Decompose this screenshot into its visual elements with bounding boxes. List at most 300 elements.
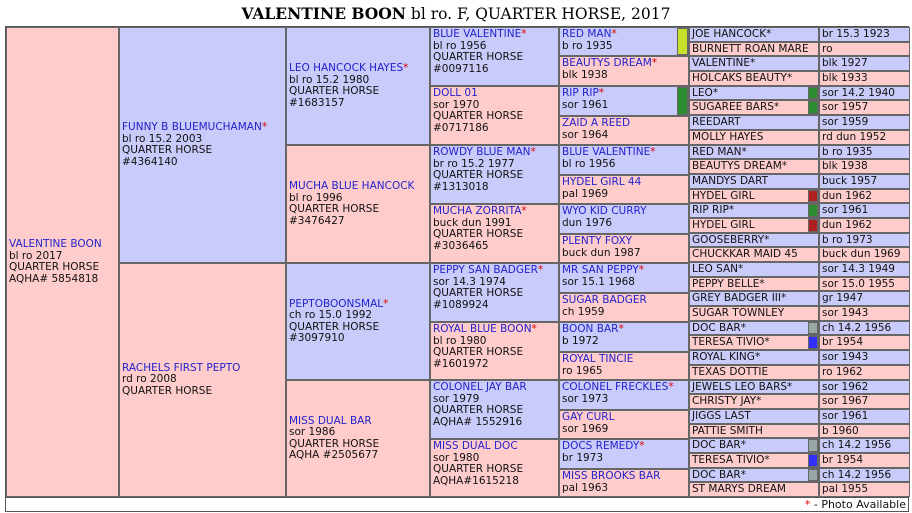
horse-detail: #1683157 <box>289 96 345 109</box>
pedigree-cell <box>689 247 819 262</box>
horse-name[interactable]: COLONEL FRECKLES <box>562 381 669 393</box>
horse-name[interactable]: RIP RIP <box>692 204 729 216</box>
horse-name[interactable]: FUNNY B BLUEMUCHAMAN <box>122 121 262 133</box>
horse-link[interactable] <box>562 324 686 336</box>
horse-name[interactable]: COLONEL JAY BAR <box>433 381 527 393</box>
horse-link[interactable] <box>122 122 267 134</box>
photo-legend-text: - Photo Available <box>810 498 906 511</box>
horse-link[interactable] <box>692 146 747 158</box>
horse-detail: sor 1969 <box>562 422 609 435</box>
horse-name[interactable]: MR SAN PEPPY <box>562 264 639 276</box>
horse-name[interactable]: MISS DUAL BAR <box>289 414 372 427</box>
horse-name[interactable]: PLENTY FOXY <box>562 235 633 247</box>
pedigree-cell-detail <box>819 115 910 130</box>
horse-link[interactable] <box>692 483 786 495</box>
horse-name[interactable]: LEO <box>692 87 713 99</box>
horse-detail: sor 1986 <box>289 426 336 438</box>
pedigree-cell <box>559 86 689 116</box>
horse-link[interactable] <box>562 441 686 453</box>
pedigree-cell-detail <box>819 277 910 291</box>
horse-name[interactable]: SUGAR BADGER <box>562 294 647 306</box>
photo-legend <box>805 498 906 511</box>
photo-star-icon: * <box>598 87 605 99</box>
horse-name[interactable]: GREY BADGER III <box>692 292 781 304</box>
horse-name[interactable]: BLUE VALENTINE <box>562 146 651 158</box>
horse-link[interactable] <box>433 382 556 394</box>
horse-name[interactable]: MANDYS DART <box>692 175 769 187</box>
photo-star-icon: * <box>740 469 746 481</box>
horse-detail: QUARTER HORSE <box>433 346 524 358</box>
horse-name[interactable]: DOC BAR <box>692 469 741 481</box>
horse-detail: #1601972 <box>433 357 489 370</box>
horse-link[interactable] <box>433 324 556 336</box>
horse-link[interactable] <box>433 441 556 453</box>
horse-name[interactable]: MOLLY HAYES <box>692 131 764 143</box>
horse-name[interactable]: DOC BAR <box>692 322 741 334</box>
photo-star-icon: * <box>750 57 756 69</box>
pedigree-cell <box>430 27 559 86</box>
horse-name[interactable]: MUCHA BLUE HANCOCK <box>289 180 415 192</box>
horse-detail: buck dun 1987 <box>562 246 641 259</box>
horse-detail: blk 1927 <box>822 57 868 69</box>
pedigree-cell <box>430 439 559 497</box>
photo-star-icon: * <box>781 160 788 172</box>
horse-detail: bl ro 15.2 2003 <box>122 132 203 145</box>
horse-name[interactable]: RED MAN <box>692 146 742 158</box>
horse-detail: br 15.3 1923 <box>822 28 890 40</box>
cell-content <box>122 363 240 398</box>
pedigree-cell <box>689 27 819 42</box>
horse-link[interactable] <box>692 366 768 378</box>
horse-name[interactable]: TERESA TIVIO <box>692 454 765 466</box>
color-marker <box>808 322 818 334</box>
horse-name[interactable]: JEWELS LEO BARS <box>692 381 788 393</box>
horse-name[interactable]: BEAUTYS DREAM <box>692 160 782 172</box>
horse-link[interactable] <box>692 336 770 348</box>
pedigree-cell <box>689 130 819 145</box>
pedigree-cell-detail <box>819 71 910 86</box>
horse-detail: #0717186 <box>433 121 489 134</box>
horse-detail: br 1954 <box>822 336 864 348</box>
horse-link[interactable] <box>692 234 769 246</box>
horse-link[interactable] <box>692 410 751 422</box>
pedigree-cell <box>689 468 819 482</box>
horse-name[interactable]: PEPTOBOONSMAL <box>289 297 384 310</box>
horse-detail: sor 15.0 1955 <box>822 278 895 290</box>
horse-detail: sor 1973 <box>562 392 609 405</box>
horse-name[interactable]: ROYAL KING <box>692 351 755 363</box>
horse-name[interactable]: ROYAL BLUE BOON <box>433 323 532 335</box>
horse-detail: pal 1955 <box>822 483 869 495</box>
pedigree-cell-detail <box>819 86 910 100</box>
horse-detail: sor 15.1 1968 <box>562 275 635 288</box>
horse-link[interactable] <box>289 181 414 193</box>
photo-star-icon: * <box>383 297 389 310</box>
horse-name[interactable]: ST MARYS DREAM <box>692 483 786 495</box>
horse-detail: sor 1961 <box>822 204 869 216</box>
horse-detail: ch 14.2 1956 <box>822 439 892 451</box>
horse-name[interactable]: ROYAL TINCIE <box>562 353 634 365</box>
horse-name[interactable]: HYDEL GIRL 44 <box>562 176 642 188</box>
pedigree-cell <box>689 71 819 86</box>
pedigree-cell-detail <box>819 203 910 218</box>
horse-link[interactable] <box>562 236 686 248</box>
horse-link[interactable] <box>692 248 798 260</box>
pedigree-cell <box>430 263 559 322</box>
horse-link[interactable] <box>692 381 792 393</box>
horse-detail: QUARTER HORSE <box>433 287 524 299</box>
pedigree-cell-detail <box>819 394 910 409</box>
pedigree-cell <box>559 145 689 175</box>
horse-name[interactable]: PEPPY BELLE <box>692 278 760 290</box>
pedigree-cell <box>559 234 689 263</box>
horse-detail: #3097910 <box>289 332 345 344</box>
pedigree-cell <box>559 204 689 234</box>
pedigree-cell <box>689 100 819 115</box>
horse-name[interactable]: GAY CURL <box>562 411 615 423</box>
horse-name[interactable]: MISS DUAL DOC <box>433 440 518 452</box>
pedigree-cell <box>689 203 819 218</box>
horse-detail: QUARTER HORSE <box>289 85 380 97</box>
horse-name[interactable]: RACHELS FIRST PEPTO <box>122 361 241 374</box>
pedigree-cell-detail <box>819 247 910 262</box>
horse-link[interactable] <box>692 175 768 187</box>
horse-name[interactable]: DOCS REMEDY <box>562 440 640 452</box>
pedigree-cell <box>559 322 689 352</box>
horse-link[interactable] <box>692 469 746 481</box>
horse-detail: QUARTER HORSE <box>9 261 100 273</box>
pedigree-cell <box>559 116 689 145</box>
photo-star-icon: * <box>537 264 544 276</box>
horse-name[interactable]: LEO HANCOCK HAYES <box>289 62 404 74</box>
cell-content <box>9 239 102 285</box>
pedigree-cell <box>689 277 819 291</box>
pedigree-cell-detail <box>819 438 910 453</box>
horse-link[interactable] <box>692 307 784 319</box>
pedigree-cell <box>286 27 430 145</box>
pedigree-cell <box>689 189 819 203</box>
cell-content <box>433 29 556 75</box>
horse-link[interactable] <box>562 295 686 307</box>
photo-star-icon: * <box>740 322 746 334</box>
cell-content <box>433 324 556 370</box>
horse-detail: QUARTER HORSE <box>433 404 524 416</box>
pedigree-cell-detail <box>819 291 910 306</box>
horse-name[interactable]: HYDEL GIRL <box>692 219 755 231</box>
pedigree-cell <box>559 469 689 497</box>
horse-detail: sor 1943 <box>822 351 869 363</box>
pedigree-cell <box>430 145 559 204</box>
pedigree-cell <box>689 306 819 321</box>
pedigree-cell-detail <box>819 365 910 380</box>
pedigree-cell <box>119 27 286 263</box>
photo-star-icon: * <box>728 204 735 216</box>
horse-detail: rd ro 2008 <box>122 373 177 386</box>
horse-link[interactable] <box>692 87 718 99</box>
pedigree-cell-detail <box>819 56 910 71</box>
color-marker <box>808 101 818 114</box>
photo-star-icon: * <box>759 278 765 290</box>
horse-detail: br 1973 <box>562 451 604 464</box>
pedigree-cell <box>430 86 559 145</box>
horse-name[interactable]: REEDART <box>692 116 741 128</box>
horse-name[interactable]: JIGGS LAST <box>692 410 751 422</box>
horse-name[interactable]: VALENTINE <box>692 57 751 69</box>
horse-detail: gr 1947 <box>822 292 864 304</box>
pedigree-cell-detail <box>819 335 910 350</box>
horse-detail: ch 14.2 1956 <box>822 469 892 481</box>
photo-star-icon: * <box>764 454 770 466</box>
horse-link[interactable] <box>692 278 765 290</box>
horse-link[interactable] <box>692 395 761 407</box>
horse-detail: sor 1961 <box>562 98 609 111</box>
horse-name[interactable]: JOE HANCOCK <box>692 28 767 40</box>
horse-link[interactable] <box>562 177 686 189</box>
pedigree-cell-detail <box>819 409 910 424</box>
horse-name[interactable]: RED MAN <box>562 28 612 40</box>
pedigree-cell <box>559 380 689 410</box>
page-title <box>0 3 912 25</box>
horse-name[interactable]: HYDEL GIRL <box>692 190 755 202</box>
horse-link[interactable] <box>562 29 686 41</box>
pedigree-cell <box>689 233 819 247</box>
horse-link[interactable] <box>692 57 755 69</box>
horse-detail: b ro 1935 <box>822 146 873 158</box>
horse-name[interactable]: GOOSEBERRY <box>692 234 765 246</box>
horse-name[interactable]: ROWDY BLUE MAN <box>433 146 531 158</box>
pedigree-cell <box>559 439 689 469</box>
horse-link[interactable] <box>562 265 686 277</box>
pedigree-cell <box>689 291 819 306</box>
horse-link[interactable] <box>433 147 556 159</box>
horse-name[interactable]: SUGAREE BARS <box>692 101 774 113</box>
horse-name[interactable]: LEO SAN <box>692 263 738 275</box>
pedigree-cell <box>689 482 819 497</box>
horse-name[interactable]: PEPPY SAN BADGER <box>433 264 538 276</box>
horse-name[interactable]: MISS BROOKS BAR <box>562 470 661 482</box>
horse-link[interactable] <box>692 160 787 172</box>
color-marker <box>808 454 818 467</box>
horse-link[interactable] <box>692 190 755 202</box>
cell-content <box>433 88 556 134</box>
cell-content <box>289 63 408 109</box>
pedigree-cell <box>689 380 819 394</box>
photo-star-icon: * <box>712 87 718 99</box>
horse-detail: sor 1961 <box>822 410 869 422</box>
horse-link[interactable] <box>562 354 686 366</box>
horse-detail: br 1954 <box>822 454 864 466</box>
pedigree-cell-detail <box>819 453 910 468</box>
pedigree-cell <box>559 410 689 439</box>
photo-star-icon: * <box>756 395 762 407</box>
horse-detail: bl ro 1996 <box>289 191 343 204</box>
horse-link[interactable] <box>692 43 809 55</box>
horse-name[interactable]: DOLL 01 <box>433 87 478 99</box>
star-icon: * <box>804 498 811 511</box>
pedigree-cell <box>559 175 689 204</box>
cell-content <box>289 181 414 227</box>
horse-detail: sor 1979 <box>433 392 480 405</box>
horse-link[interactable] <box>433 206 556 218</box>
photo-star-icon: * <box>531 323 537 335</box>
pedigree-cell <box>689 218 819 233</box>
photo-star-icon: * <box>650 146 656 158</box>
horse-detail: ch 1959 <box>562 305 605 318</box>
photo-star-icon: * <box>521 205 527 217</box>
pedigree-cell-detail <box>819 321 910 335</box>
horse-name[interactable]: MUCHA ZORRITA <box>433 205 522 217</box>
pedigree-cell-detail <box>819 174 910 189</box>
pedigree-cell <box>689 350 819 365</box>
pedigree-cell <box>119 263 286 497</box>
pedigree-cell-detail <box>819 100 910 115</box>
horse-detail: sor 14.2 1940 <box>822 87 895 99</box>
horse-detail: QUARTER HORSE <box>433 110 524 122</box>
pedigree-cell <box>559 352 689 380</box>
horse-name[interactable]: BLUE VALENTINE <box>433 28 522 40</box>
horse-link[interactable] <box>562 206 686 218</box>
horse-name[interactable]: BOON BAR <box>562 323 619 335</box>
color-marker <box>808 219 818 232</box>
horse-link[interactable] <box>692 425 763 437</box>
pedigree-cell-detail <box>819 233 910 247</box>
horse-detail: #0097116 <box>433 62 489 75</box>
pedigree-cell <box>430 380 559 439</box>
pedigree-cell-detail <box>819 468 910 482</box>
horse-name[interactable]: SUGAR TOWNLEY <box>692 307 785 319</box>
horse-detail: #4364140 <box>122 155 178 168</box>
horse-name[interactable]: CHUCKKAR MAID 45 <box>692 248 798 260</box>
horse-name[interactable]: ZAID A REED <box>562 117 631 129</box>
horse-name[interactable]: WYO KID CURRY <box>562 205 647 217</box>
horse-name[interactable]: BURNETT ROAN MARE <box>692 43 809 55</box>
pedigree-cell-detail <box>819 145 910 159</box>
pedigree-cell-detail <box>819 42 910 56</box>
pedigree-cell-detail <box>819 27 910 42</box>
horse-link[interactable] <box>562 88 686 100</box>
horse-detail: bl ro 2017 <box>9 249 63 262</box>
color-marker <box>808 439 818 452</box>
horse-name[interactable]: TEXAS DOTTIE <box>692 366 769 378</box>
horse-detail: #3476427 <box>289 214 345 227</box>
color-marker <box>808 190 818 202</box>
horse-link[interactable] <box>692 72 792 84</box>
horse-detail: ro 1965 <box>562 364 603 377</box>
color-marker <box>808 204 818 217</box>
pedigree-cell <box>689 453 819 468</box>
horse-link[interactable] <box>433 88 556 100</box>
photo-star-icon: * <box>773 101 780 113</box>
horse-name[interactable]: DOC BAR <box>692 439 741 451</box>
horse-link[interactable] <box>692 101 779 113</box>
pedigree-cell <box>430 322 559 380</box>
horse-detail: bl ro 15.2 1980 <box>289 73 370 86</box>
pedigree-cell <box>689 335 819 350</box>
horse-link[interactable] <box>562 382 686 394</box>
photo-star-icon: * <box>786 72 793 84</box>
horse-name[interactable]: HOLCAKS BEAUTY <box>692 72 787 84</box>
photo-star-icon: * <box>261 121 268 133</box>
photo-star-icon: * <box>764 234 770 246</box>
horse-detail: sor 1967 <box>822 395 869 407</box>
horse-name[interactable]: CHRISTY JAY <box>692 395 757 407</box>
horse-link[interactable] <box>692 351 760 363</box>
pedigree-cell-detail <box>819 130 910 145</box>
horse-link[interactable] <box>692 454 770 466</box>
horse-link[interactable] <box>289 63 408 75</box>
photo-star-icon: * <box>530 146 536 158</box>
horse-link[interactable] <box>562 471 686 483</box>
photo-star-icon: * <box>787 381 793 393</box>
horse-detail: ro 1962 <box>822 366 863 378</box>
horse-link[interactable] <box>9 239 102 251</box>
horse-detail: QUARTER HORSE <box>289 437 380 450</box>
horse-detail: QUARTER HORSE <box>289 203 380 215</box>
pedigree-cell-detail <box>819 350 910 365</box>
photo-star-icon: * <box>766 28 772 40</box>
horse-detail: dun 1962 <box>822 190 873 202</box>
pedigree-cell-detail <box>819 262 910 277</box>
pedigree-cell <box>689 424 819 438</box>
horse-detail: AQHA#1615218 <box>433 474 519 487</box>
horse-link[interactable] <box>692 292 786 304</box>
horse-link[interactable] <box>692 204 734 216</box>
pedigree-chart <box>5 26 909 498</box>
horse-link[interactable] <box>692 322 746 334</box>
pedigree-cell <box>689 394 819 409</box>
horse-name[interactable]: RIP RIP <box>562 87 599 99</box>
horse-link[interactable] <box>692 439 746 451</box>
horse-link[interactable] <box>692 131 763 143</box>
horse-name[interactable]: BEAUTYS DREAM <box>562 57 652 69</box>
pedigree-cell <box>689 321 819 335</box>
photo-star-icon: * <box>754 351 761 363</box>
pedigree-cell-detail <box>819 482 910 497</box>
horse-link[interactable] <box>562 118 686 130</box>
horse-name[interactable]: PATTIE SMITH <box>692 425 763 437</box>
pedigree-cell <box>689 159 819 174</box>
horse-link[interactable] <box>692 28 771 40</box>
horse-name[interactable]: TERESA TIVIO <box>692 336 765 348</box>
horse-detail: ro <box>822 43 833 55</box>
horse-link[interactable] <box>433 265 556 277</box>
horse-detail: sor 1964 <box>562 128 609 141</box>
horse-detail: bl ro 1956 <box>562 157 616 170</box>
horse-link[interactable] <box>692 263 743 275</box>
horse-detail: #1089924 <box>433 298 489 311</box>
horse-link[interactable] <box>433 29 556 41</box>
cell-content <box>289 299 388 345</box>
horse-link[interactable] <box>692 116 741 128</box>
horse-link[interactable] <box>562 412 686 424</box>
horse-link[interactable] <box>562 147 686 159</box>
photo-star-icon: * <box>618 323 624 335</box>
horse-detail: dun 1976 <box>562 216 613 229</box>
horse-detail: sor 1962 <box>822 381 869 393</box>
pedigree-cell <box>559 56 689 86</box>
horse-detail: #1313018 <box>433 180 489 193</box>
cell-content <box>433 382 556 428</box>
pedigree-cell <box>689 42 819 56</box>
pedigree-cell <box>559 263 689 293</box>
horse-link[interactable] <box>692 219 755 231</box>
pedigree-cell-detail <box>819 380 910 394</box>
horse-link[interactable] <box>562 58 686 70</box>
photo-star-icon: * <box>740 439 746 451</box>
pedigree-cell <box>559 27 689 56</box>
horse-name[interactable]: VALENTINE BOON <box>9 238 102 250</box>
pedigree-cell-detail <box>819 424 910 438</box>
